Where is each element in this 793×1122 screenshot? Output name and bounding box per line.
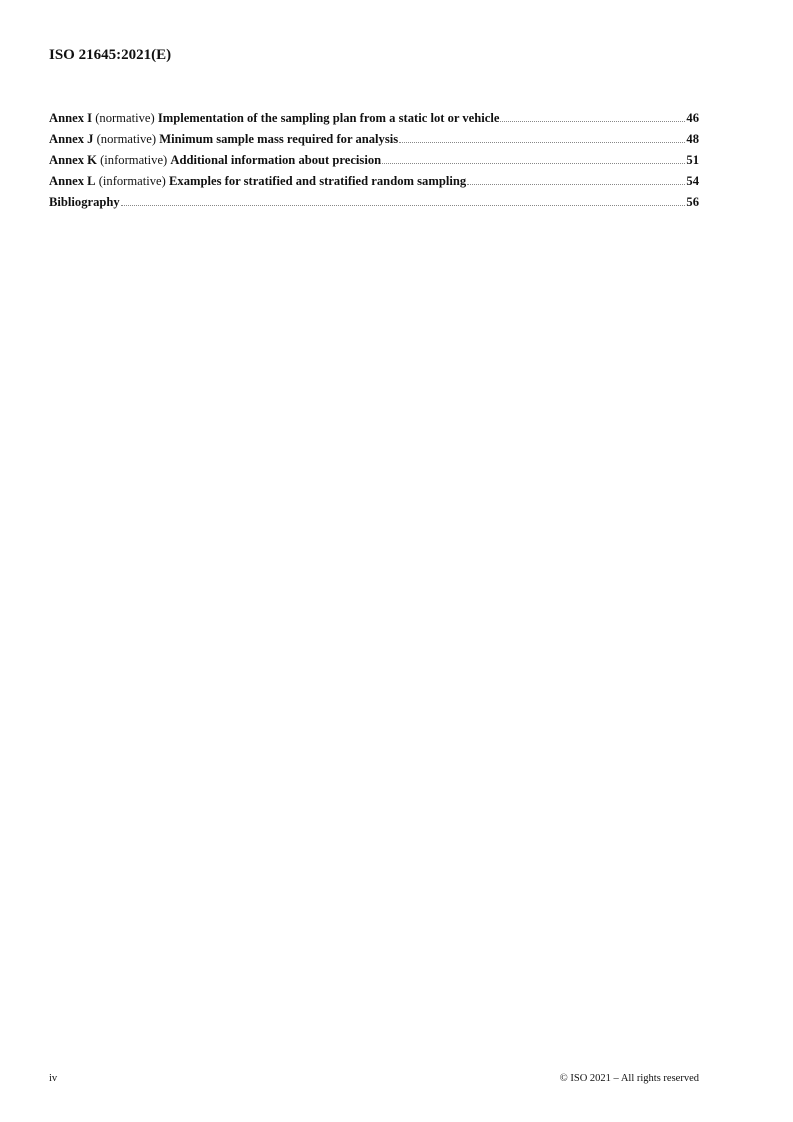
toc-entry[interactable] xyxy=(49,153,699,174)
toc-page: 48 xyxy=(686,132,699,146)
toc-page: 46 xyxy=(686,111,699,125)
toc-label: Annex L xyxy=(49,174,96,188)
toc-title: Minimum sample mass required for analysis xyxy=(159,132,399,146)
toc-page: 56 xyxy=(686,195,699,209)
toc-entry[interactable] xyxy=(49,174,699,195)
leader-dots xyxy=(399,142,685,143)
leader-dots xyxy=(121,205,686,206)
toc-label: Annex J xyxy=(49,132,94,146)
toc-kind: (normative) xyxy=(95,111,155,125)
copyright: © ISO 2021 – All rights reserved xyxy=(559,1073,699,1084)
toc-page: 54 xyxy=(686,174,699,188)
toc-title: Examples for stratified and stratified random sampling xyxy=(169,174,467,188)
toc-label: Bibliography xyxy=(49,195,120,209)
toc-kind: (normative) xyxy=(96,132,157,146)
toc-entry[interactable] xyxy=(49,132,699,153)
toc-label: Annex I xyxy=(49,111,93,125)
leader-dots xyxy=(467,184,685,185)
page-number: iv xyxy=(49,1073,58,1084)
toc-title: Implementation of the sampling plan from a static lot or vehicle xyxy=(157,111,500,125)
toc-kind: (informative) xyxy=(100,153,168,167)
toc-label: Annex K xyxy=(49,153,97,167)
toc-title: Additional information about precision xyxy=(170,153,382,167)
leader-dots xyxy=(500,121,685,122)
document-header: ISO 21645:2021(E) xyxy=(49,47,172,63)
toc-entry[interactable] xyxy=(49,195,699,216)
leader-dots xyxy=(382,163,685,164)
table-of-contents xyxy=(49,111,699,216)
toc-page: 51 xyxy=(686,153,699,167)
toc-kind: (informative) xyxy=(98,174,166,188)
toc-entry[interactable] xyxy=(49,111,699,132)
